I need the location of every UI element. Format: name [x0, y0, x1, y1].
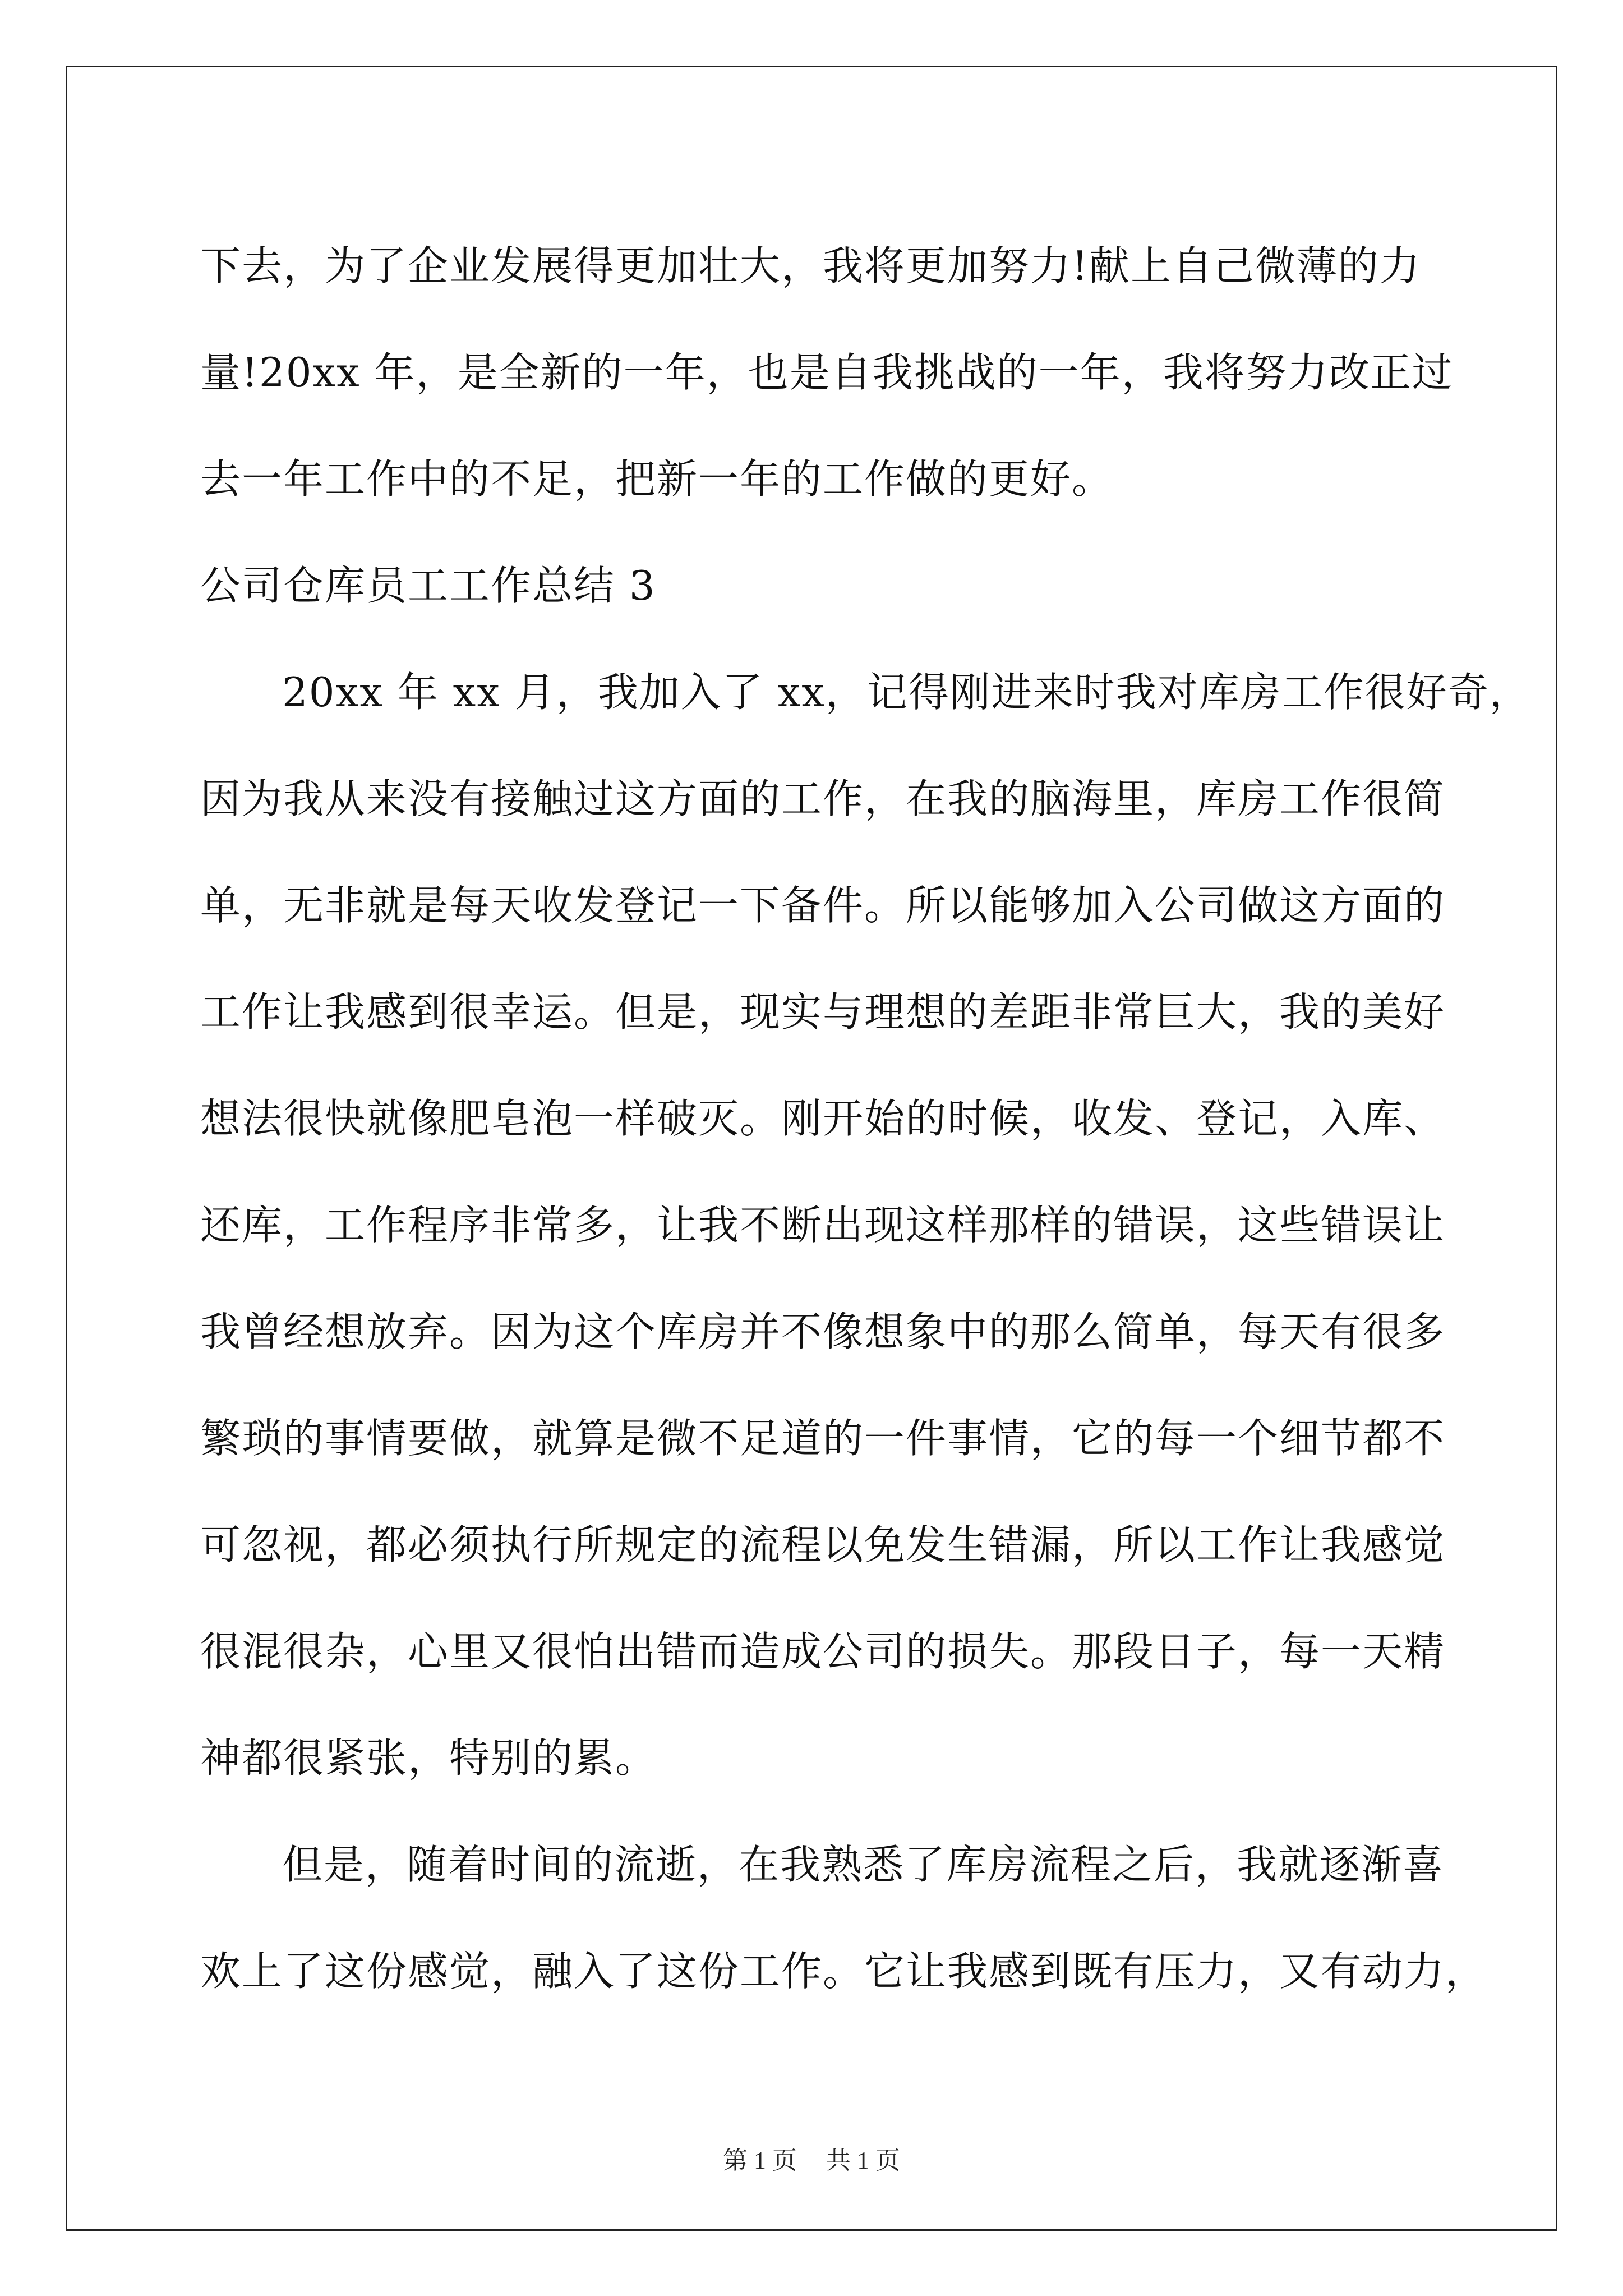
text-line: 工作让我感到很幸运。但是，现实与理想的差距非常巨大，我的美好: [200, 988, 1446, 1036]
text-line: 但是，随着时间的流逝，在我熟悉了库房流程之后，我就逐渐喜: [282, 1841, 1445, 1888]
total-pages: 共 1 页: [826, 2147, 900, 2174]
page-footer: [0, 2140, 1623, 2176]
text-line: 还库，工作程序非常多，让我不断出现这样那样的错误，这些错误让: [200, 1202, 1446, 1249]
current-page-number: 第 1 页: [723, 2147, 797, 2174]
text-line: 量!20xx 年，是全新的一年，也是自我挑战的一年，我将努力改正过: [200, 349, 1454, 396]
text-line: 神都很紧张，特别的累。: [200, 1734, 657, 1782]
text-line: 繁琐的事情要做，就算是微不足道的一件事情，它的每一个细节都不: [200, 1415, 1446, 1462]
text-line: 可忽视，都必须执行所规定的流程以免发生错漏，所以工作让我感觉: [200, 1521, 1446, 1568]
text-line: 20xx 年 xx 月，我加入了 xx，记得刚进来时我对库房工作很好奇，: [282, 669, 1531, 716]
section-heading: 公司仓库员工工作总结 3: [200, 562, 656, 609]
text-line: 欢上了这份感觉，融入了这份工作。它让我感到既有压力，又有动力，: [200, 1948, 1487, 1995]
text-line: 去一年工作中的不足，把新一年的工作做的更好。: [200, 455, 1114, 503]
text-line: 因为我从来没有接触过这方面的工作，在我的脑海里，库房工作很简: [200, 775, 1446, 822]
text-line: 我曾经想放弃。因为这个库房并不像想象中的那么简单，每天有很多: [200, 1308, 1446, 1355]
text-line: 下去，为了企业发展得更加壮大，我将更加努力!献上自己微薄的力: [200, 242, 1421, 289]
text-line: 想法很快就像肥皂泡一样破灭。刚开始的时候，收发、登记，入库、: [200, 1095, 1446, 1142]
document-body: [200, 213, 1531, 2024]
text-line: 单，无非就是每天收发登记一下备件。所以能够加入公司做这方面的: [200, 882, 1446, 929]
text-line: 很混很杂，心里又很怕出错而造成公司的损失。那段日子，每一天精: [200, 1628, 1446, 1675]
